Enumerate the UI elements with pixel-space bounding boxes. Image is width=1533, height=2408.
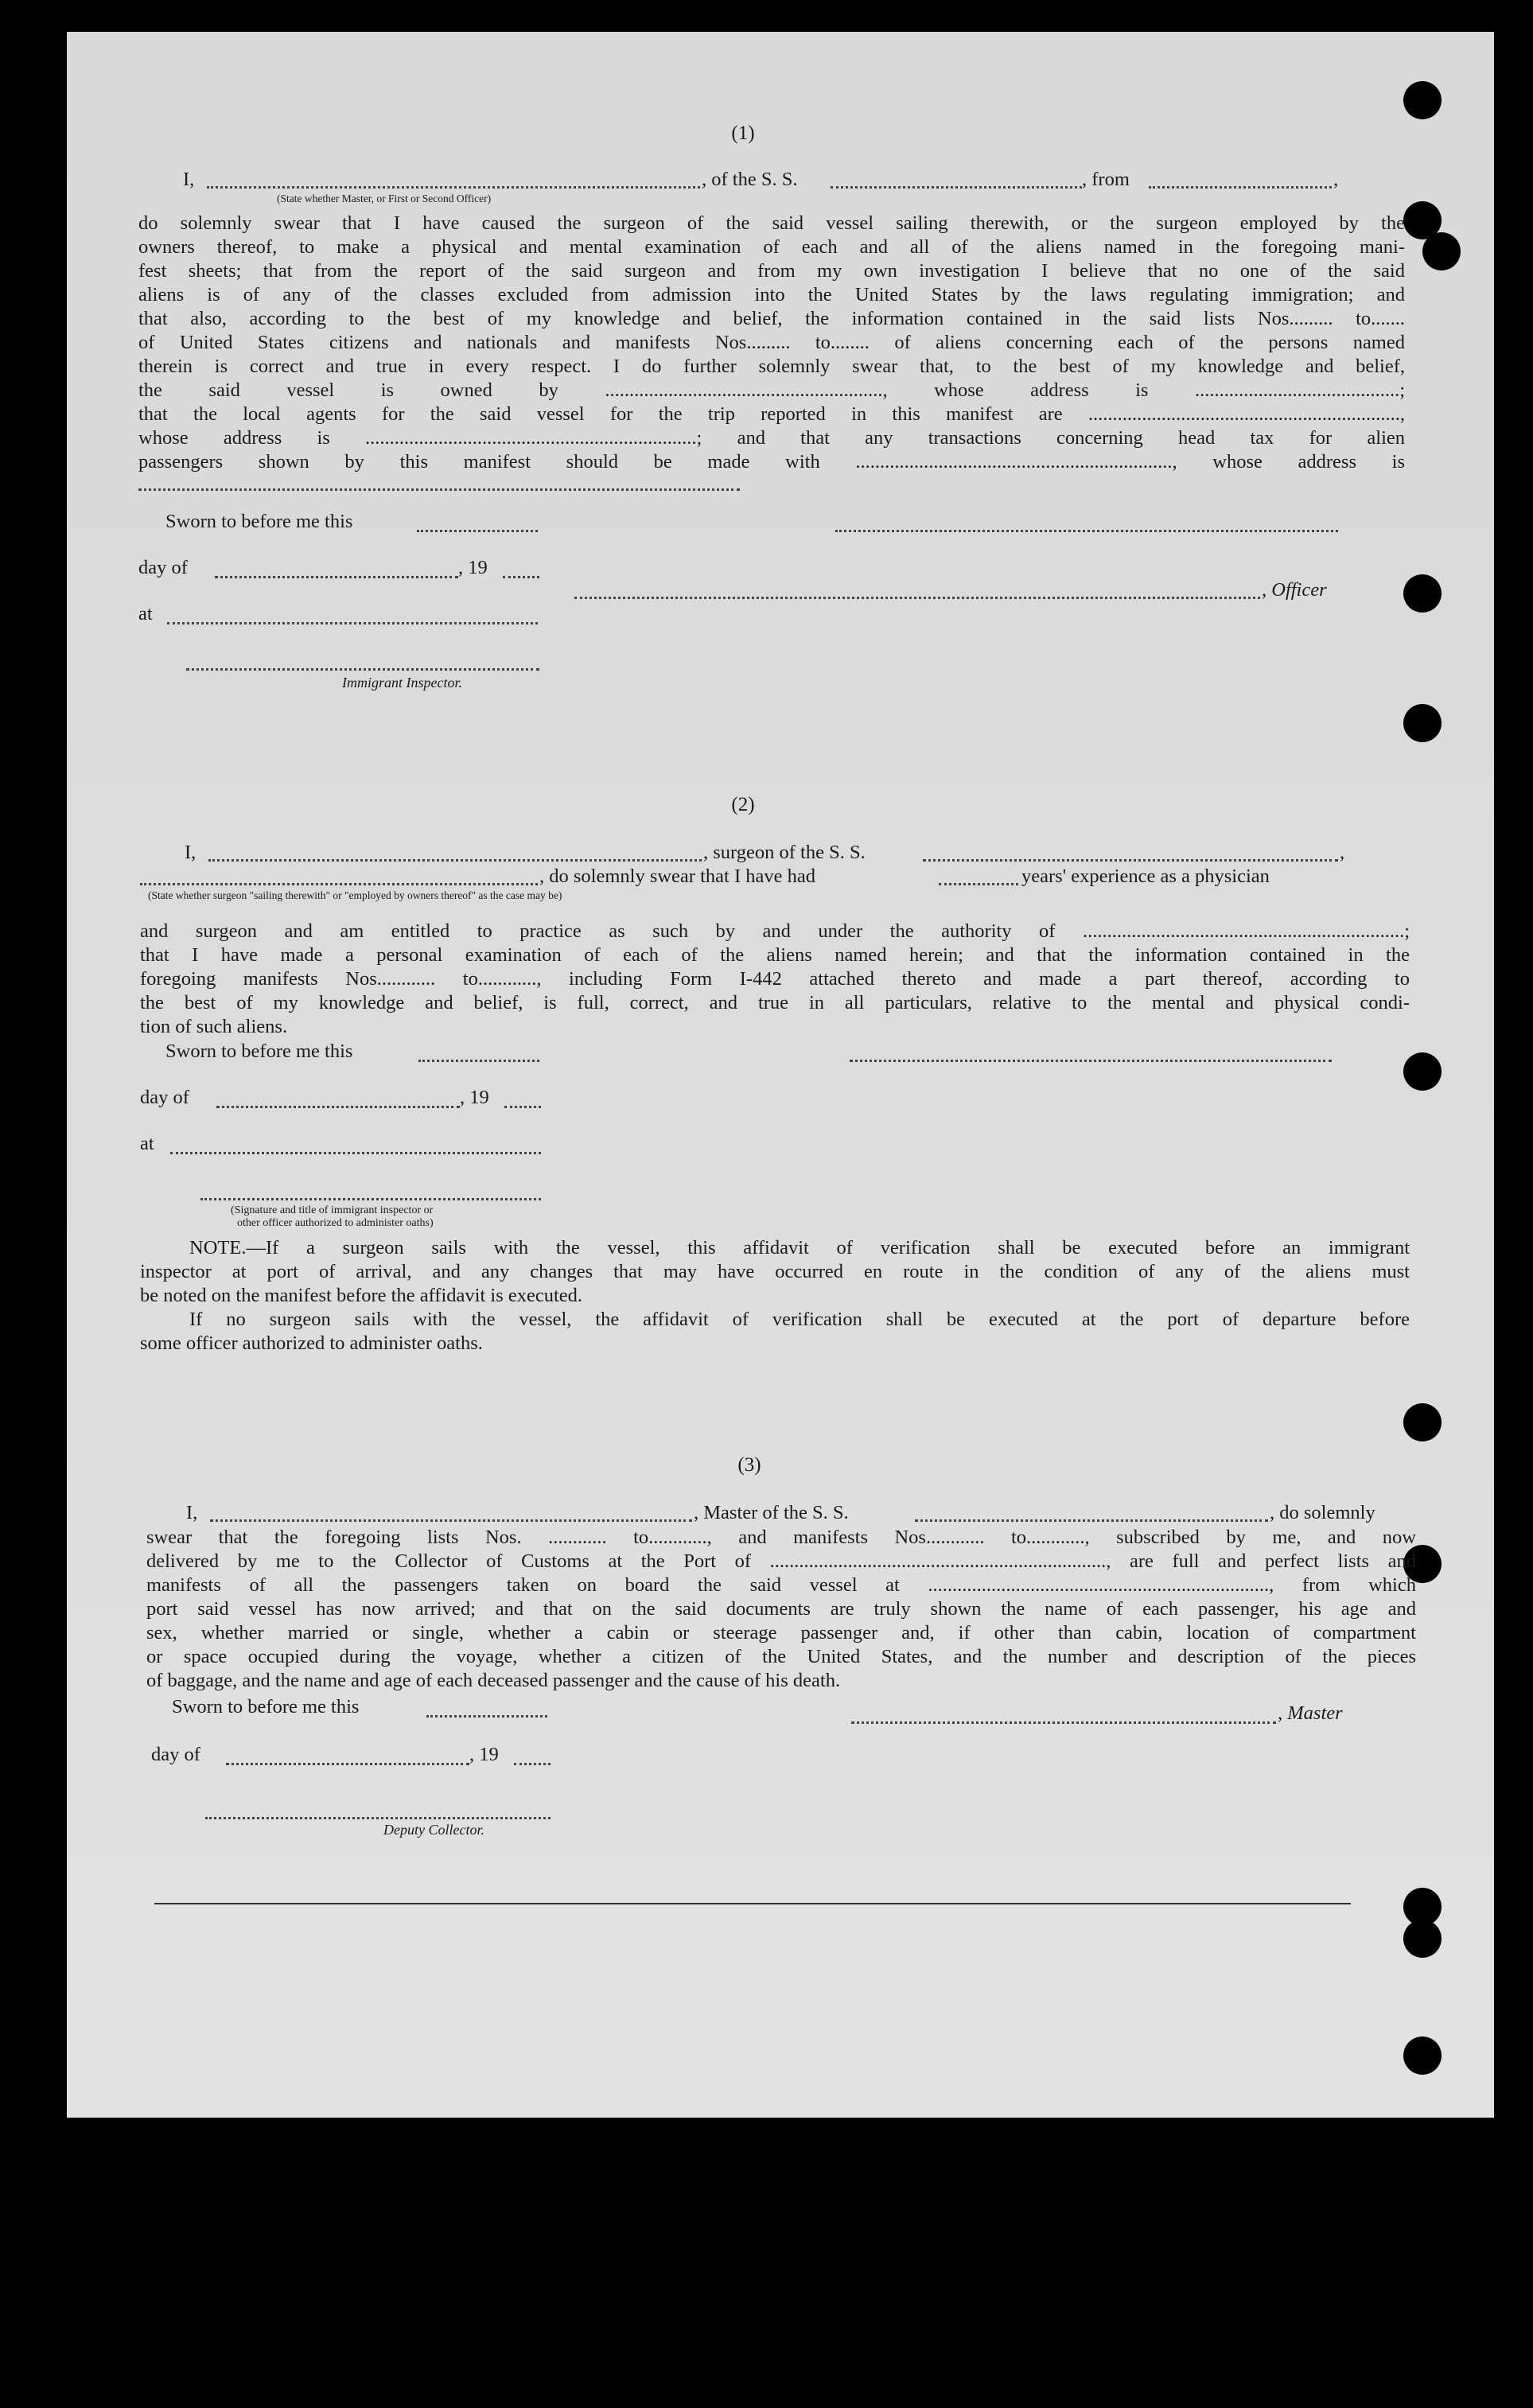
section-3-line: manifests of all the passengers taken on board the said vessel at ......................................................................, from which: [146, 1574, 1416, 1596]
section-2-day-of-label: day of: [140, 1087, 189, 1108]
section-2-line: tion of such aliens.: [140, 1016, 288, 1037]
section-1-line: owners thereof, to make a physical and mental examination of each and all of the aliens named in the foregoing mani-: [138, 236, 1405, 258]
section-3-day-of-label: day of: [151, 1744, 200, 1765]
section-1-at-field[interactable]: [167, 622, 538, 624]
section-3-sworn-field[interactable]: [426, 1715, 547, 1717]
section-3-i-label: I,: [186, 1502, 198, 1523]
section-2-inspector-signature-field[interactable]: [200, 1198, 541, 1200]
section-3-line: delivered by me to the Collector of Customs at the Port of ....................................................................., are full and perfect lists and: [146, 1550, 1416, 1572]
section-1-sworn-label: Sworn to before me this: [165, 511, 353, 532]
section-3-sworn-label: Sworn to before me this: [172, 1696, 360, 1717]
section-2-note-line: NOTE.—If a surgeon sails with the vessel, this affidavit of verification shall be executed before an immigrant: [189, 1237, 1410, 1258]
binder-hole: [1403, 1403, 1442, 1441]
section-3-year-label: , 19: [469, 1744, 499, 1765]
section-1-year-field[interactable]: [503, 576, 539, 578]
section-1-inspector-signature-field[interactable]: [186, 668, 539, 671]
section-1-from-field[interactable]: [1149, 186, 1332, 189]
section-1-line: passengers shown by this manifest should be made with ................................................................., whose address is: [138, 451, 1405, 473]
section-2-surgeon-type-field[interactable]: [140, 883, 538, 885]
binder-hole: [1422, 232, 1461, 270]
section-2-at-field[interactable]: [170, 1152, 541, 1154]
section-2-line: that I have made a personal examination of each of the aliens named herein; and that the information contained in the: [140, 944, 1410, 966]
section-1-line: fest sheets; that from the report of the said surgeon and from my own investigation I believe that no one of the said: [138, 260, 1405, 282]
section-1-line: whose address is ....................................................................; and that any transactions concerning head tax for alien: [138, 427, 1405, 449]
section-1-of-ss-label: , of the S. S.: [702, 169, 798, 190]
section-3-line: or space occupied during the voyage, whether a citizen of the United States, and the number and description of the pieces: [146, 1646, 1416, 1667]
section-3-solemnly-label: , do solemnly: [1270, 1502, 1375, 1523]
section-2-line: and surgeon and am entitled to practice as such by and under the authority of ..................................................................;: [140, 920, 1410, 942]
section-3-day-field[interactable]: [226, 1763, 469, 1765]
section-2-surgeon-name-field[interactable]: [208, 859, 702, 862]
section-2-sig-note-2: other officer authorized to administer oaths): [237, 1217, 434, 1229]
section-1-sworn-field[interactable]: [417, 530, 538, 532]
section-1-line: that the local agents for the said vessel for the trip reported in this manifest are ................................................................,: [138, 403, 1405, 425]
section-2-line: the best of my knowledge and belief, is full, correct, and true in all particulars, relative to the mental and physical condi-: [140, 992, 1410, 1013]
section-2-surgeon-signature-field[interactable]: [850, 1060, 1332, 1062]
section-2-years-field[interactable]: [939, 883, 1018, 885]
binder-hole: [1403, 574, 1442, 613]
section-3-master-signature-label: , Master: [1278, 1702, 1343, 1724]
section-2-i-label: I,: [185, 842, 196, 863]
binder-hole: [1403, 81, 1442, 119]
section-2-note-line: inspector at port of arrival, and any changes that may have occurred en route in the condition of any of the aliens must: [140, 1261, 1410, 1282]
binder-hole: [1403, 704, 1442, 742]
section-1-day-of-label: day of: [138, 557, 188, 578]
section-3-master-label: , Master of the S. S.: [694, 1502, 849, 1523]
section-2-at-label: at: [140, 1133, 154, 1154]
section-3-deputy-label: Deputy Collector.: [383, 1822, 484, 1838]
section-1-at-label: at: [138, 603, 153, 624]
section-3-number: (3): [737, 1454, 761, 1476]
section-2-sig-note-1: (Signature and title of immigrant inspector or: [231, 1204, 434, 1216]
section-1-officer-field[interactable]: [574, 597, 1260, 599]
section-3-year-field[interactable]: [514, 1763, 551, 1765]
section-2-note-line: If no surgeon sails with the vessel, the affidavit of verification shall be executed at the port of departure before: [189, 1309, 1410, 1330]
scan-edge-mark: [213, 2379, 217, 2393]
section-1-line: of United States citizens and nationals and manifests Nos......... to........ of aliens concerning each of the persons named: [138, 332, 1405, 353]
section-2-year-label: , 19: [460, 1087, 489, 1108]
section-2-surgeon-label: , surgeon of the S. S.: [703, 842, 866, 863]
section-1-i-label: I,: [183, 169, 195, 190]
section-1-address-field[interactable]: [138, 488, 740, 491]
section-1-from-label: , from: [1082, 169, 1130, 190]
section-1-officer-name-field[interactable]: [207, 186, 700, 189]
manifest-affidavit-page: [67, 32, 1494, 2118]
section-1-day-field[interactable]: [215, 576, 458, 578]
section-1-master-note: (State whether Master, or First or Second Officer): [277, 193, 492, 204]
section-1-officer-signature-field[interactable]: [835, 530, 1338, 532]
section-2-number: (2): [731, 794, 755, 815]
section-2-line-end: ,: [1340, 842, 1345, 863]
section-2-sworn-field[interactable]: [418, 1060, 539, 1062]
binder-hole: [1403, 1920, 1442, 1958]
section-2-day-field[interactable]: [216, 1106, 460, 1108]
section-2-surgeon-note: (State whether surgeon "sailing therewith" or "employed by owners thereof" as the case may be): [148, 889, 562, 901]
binder-hole: [1403, 2036, 1442, 2075]
section-2-note-line: some officer authorized to administer oaths.: [140, 1332, 483, 1354]
binder-hole: [1403, 1052, 1442, 1091]
bottom-divider: [154, 1903, 1351, 1904]
section-2-years-label: years' experience as a physician: [1021, 866, 1270, 887]
section-1-officer-label: , Officer: [1262, 579, 1327, 601]
section-1-year-label: , 19: [458, 557, 488, 578]
section-1-line: aliens is of any of the classes excluded from admission into the United States by the laws regulating immigration; and: [138, 284, 1405, 305]
section-1-inspector-label: Immigrant Inspector.: [342, 675, 462, 691]
section-2-vessel-field[interactable]: [923, 859, 1338, 862]
section-3-line: port said vessel has now arrived; and that on the said documents are truly shown the name of each passenger, his age and: [146, 1598, 1416, 1620]
section-3-vessel-field[interactable]: [915, 1519, 1268, 1522]
section-1-line: do solemnly swear that I have caused the surgeon of the said vessel sailing therewith, or the surgeon employed by the: [138, 212, 1405, 234]
section-3-deputy-signature-field[interactable]: [205, 1817, 551, 1819]
section-2-note-line: be noted on the manifest before the affidavit is executed.: [140, 1285, 583, 1306]
section-2-sworn-label: Sworn to before me this: [165, 1041, 353, 1062]
section-1-line-end: ,: [1333, 169, 1339, 190]
section-3-line: of baggage, and the name and age of each deceased passenger and the cause of his death.: [146, 1670, 841, 1691]
section-2-year-field[interactable]: [504, 1106, 541, 1108]
section-1-line: that also, according to the best of my knowledge and belief, the information contained in the said lists Nos......... to.......: [138, 308, 1405, 329]
section-3-master-signature-field[interactable]: [851, 1721, 1276, 1724]
section-3-line: swear that the foregoing lists Nos. ............ to............, and manifests Nos............ to............, subscribed by me, and now: [146, 1527, 1416, 1548]
section-3-master-name-field[interactable]: [210, 1519, 692, 1522]
section-1-line: the said vessel is owned by ........................................................., whose address is ..........................................;: [138, 379, 1405, 401]
section-1-line: therein is correct and true in every respect. I do further solemnly swear that, to the best of my knowledge and belief,: [138, 356, 1405, 377]
section-1-number: (1): [731, 123, 755, 144]
section-1-vessel-field[interactable]: [831, 186, 1082, 189]
section-3-line: sex, whether married or single, whether a cabin or steerage passenger and, if other than cabin, location of compartment: [146, 1622, 1416, 1644]
section-2-swear-label: , do solemnly swear that I have had: [539, 866, 815, 887]
section-2-line: foregoing manifests Nos............ to............, including Form I-442 attached thereto and made a part thereof, according to: [140, 968, 1410, 990]
